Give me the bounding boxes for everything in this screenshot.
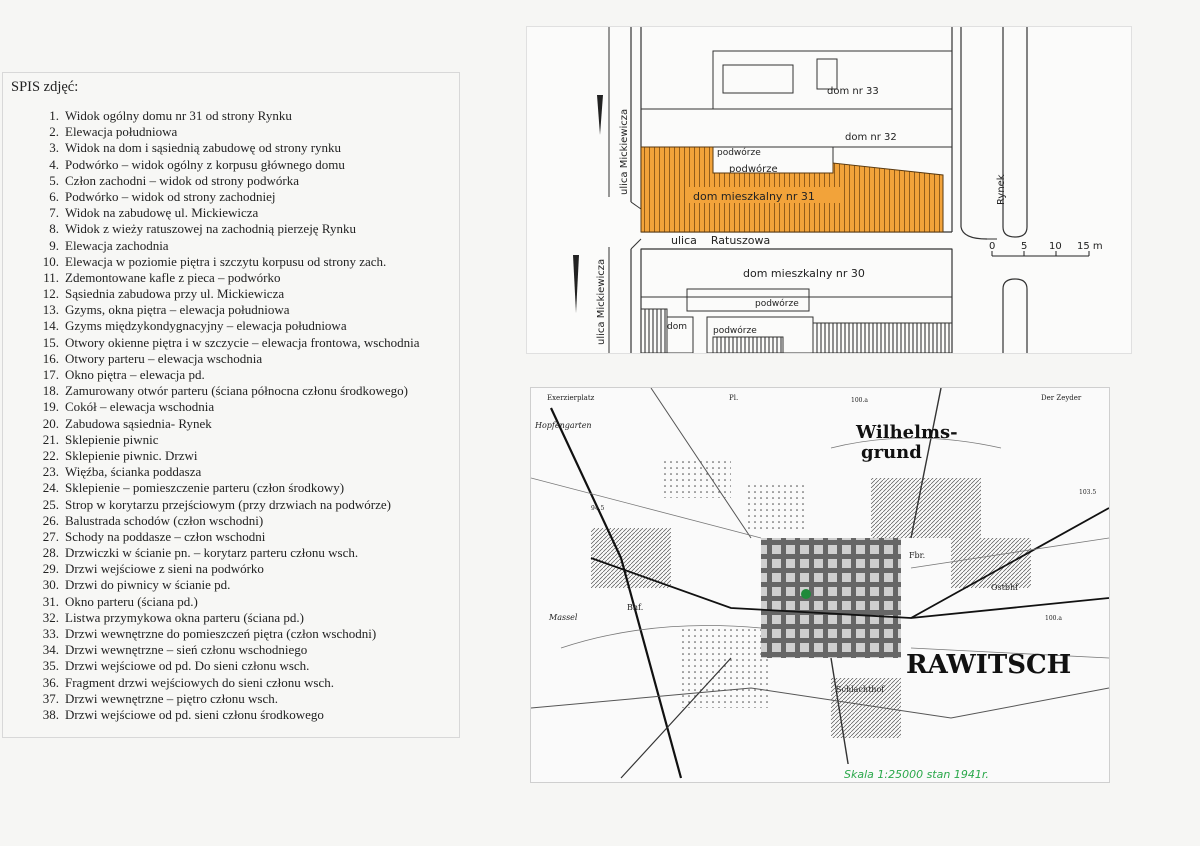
rynek-island [1003,279,1027,353]
photo-list-number: 29. [42,561,59,577]
photo-list-item [17,480,419,496]
photo-list-item [17,140,419,156]
photo-list-text: Schody na poddasze – człon wschodni [65,528,266,544]
topographic-map-drawing [531,388,1109,782]
photo-list-text: Więźba, ścianka poddasza [65,464,202,480]
photo-list-text: Drzwi wejściowe od pd. Do sieni członu wsch. [65,658,310,674]
handwritten-scale-note: Skala 1:25000 stan 1941r. [844,768,989,781]
photo-list-number: 25. [42,496,59,512]
town-center [761,538,901,658]
photo-list-text: Człon zachodni – widok od strony podwórka [65,172,299,188]
label-dom-31: dom mieszkalny nr 31 [693,190,815,203]
photo-list-text: Podwórko – widok od strony zachodniej [65,188,276,204]
photo-list-text: Elewacja w poziomie piętra i szczytu korpusu od strony zach. [65,253,387,269]
photo-list-number: 12. [42,286,59,302]
building-outline [723,65,793,93]
photo-list-item [17,238,419,254]
photo-list-number: 35. [42,658,59,674]
map-label-rawitsch: RAWITSCH [906,650,1072,680]
photo-list-number: 34. [42,642,59,658]
photo-list-item [17,270,419,286]
photo-list-number: 13. [42,302,59,318]
photo-list-item [17,367,419,383]
photo-list-item [17,254,419,270]
photo-list-number: 26. [42,512,59,528]
photo-list-number: 23. [42,464,59,480]
photo-list-number: 21. [42,431,59,447]
label-ulica-ratuszowa: ulica Ratuszowa [671,234,771,247]
map-field [746,483,806,533]
photo-list-number: 6. [49,188,59,204]
photo-list-number: 32. [42,609,59,625]
photo-list-item [17,529,419,545]
label-dom-33: dom nr 33 [827,86,879,97]
photo-list-item [17,594,419,610]
label-podworze: podwórze [729,164,778,175]
label-podworze: podwórze [717,148,761,158]
map-field [591,528,671,588]
photo-list-number: 11. [43,269,59,285]
photo-list-number: 16. [42,350,59,366]
photo-list-number: 3. [49,140,59,156]
photo-list-text: Drzwi wewnętrzne – piętro członu wsch. [65,690,278,706]
photo-list-text: Widok z wieży ratuszowej na zachodnią pierzeję Rynku [65,221,356,237]
photo-list-number: 15. [42,334,59,350]
photo-list-number: 30. [42,577,59,593]
site-plan [526,26,1132,354]
photo-list-text: Balustrada schodów (człon wschodni) [65,512,264,528]
photo-list-number: 4. [49,156,59,172]
photo-list-number: 10. [42,253,59,269]
photo-list-item [17,448,419,464]
label-podworze: podwórze [713,326,757,336]
photo-list-number: 2. [49,124,59,140]
photo-list-text: Sklepienie piwnic [65,431,159,447]
photo-list-item [17,318,419,334]
photo-list-text: Okno piętra – elewacja pd. [65,367,205,382]
photo-list-number: 38. [42,706,59,722]
photo-list-number: 20. [42,415,59,431]
photo-list-item [17,497,419,513]
north-arrow-icon [573,255,579,313]
photo-list-number: 17. [42,367,59,382]
photo-list-item [17,707,419,723]
location-marker [801,589,811,599]
label-dom: dom [667,322,687,332]
photo-list-text: Drzwi wejściowe od pd. sieni członu środkowego [65,706,324,722]
photo-list-text: Zabudowa sąsiednia- Rynek [65,415,212,431]
photo-list-text: Listwa przymykowa okna parteru (ściana pd.) [65,609,304,625]
map-elevation: 100.a [1045,615,1062,622]
hatched-building [713,337,783,353]
map-label-wilhelmsgrund: Wilhelms- [856,422,958,443]
site-plan-drawing [527,27,1131,353]
photo-list-item [17,464,419,480]
photo-list-number: 8. [49,221,59,237]
photo-list-item [17,351,419,367]
scale-label: 0 [989,241,996,252]
photo-list-text: Elewacja południowa [65,124,178,140]
photo-list-item [17,157,419,173]
photo-list-item [17,335,419,351]
photo-list-item [17,561,419,577]
photo-list-text: Podwórko – widok ogólny z korpusu głównego domu [65,156,345,172]
scale-label: 15 m [1077,241,1103,252]
photo-list-number: 1. [49,108,59,123]
map-field [681,628,771,708]
photo-list-number: 22. [42,447,59,463]
north-arrow-icon [597,95,603,135]
photo-list-item [17,416,419,432]
photo-list-text: Widok ogólny domu nr 31 od strony Rynku [65,108,292,123]
photo-list-number: 19. [42,399,59,415]
photo-list-number: 7. [49,205,59,221]
street-edge [631,239,641,249]
photo-list-text: Drzwiczki w ścianie pn. – korytarz parteru członu wsch. [65,545,359,561]
photo-list-item [17,610,419,626]
photo-list-text: Fragment drzwi wejściowych do sieni członu wsch. [65,674,334,690]
photo-list-number: 36. [42,674,59,690]
street-edge [631,202,641,209]
map-elevation: 103.5 [1079,489,1097,496]
photo-list-text: Zdemontowane kafle z pieca – podwórko [65,269,281,285]
photo-list-text: Otwory okienne piętra i w szczycie – elewacja frontowa, wschodnia [65,334,420,350]
photo-list-item [17,205,419,221]
map-label-schlachthof: Schlachthof [836,685,885,694]
street-edge [961,227,987,239]
photo-list-text: Okno parteru (ściana pd.) [65,593,198,609]
photo-list-item [17,173,419,189]
photo-list-text: Otwory parteru – elewacja wschodnia [65,350,263,366]
hatched-building [813,323,952,353]
label-podworze: podwórze [755,299,799,309]
photo-list-item [17,221,419,237]
photo-list-item [17,545,419,561]
photo-list-item [17,432,419,448]
photo-list-text: Drzwi wewnętrzne – sień członu wschodniego [65,642,308,658]
topographic-map [530,387,1110,783]
photo-list-item [17,658,419,674]
photo-list-item [17,577,419,593]
photo-list-number: 37. [42,690,59,706]
photo-list-number: 14. [42,318,59,334]
photo-list-text: Zamurowany otwór parteru (ściana północna członu środkowego) [65,383,408,399]
map-label-pl: Pl. [729,394,739,402]
photo-list-item [17,513,419,529]
photo-list-item [17,691,419,707]
photo-list-number: 33. [42,626,59,641]
hatched-building [641,309,667,353]
photo-list-item [17,124,419,140]
photo-list-text: Sąsiednia zabudowa przy ul. Mickiewicza [65,286,285,302]
photo-list-number: 24. [42,480,59,496]
photo-list-panel [2,72,460,738]
map-label-hopfengarten: Hopfengarten [535,421,592,430]
photo-list-number: 5. [49,172,59,188]
photo-list-item [17,108,419,124]
photo-list-item [17,399,419,415]
map-elevation: 100.a [851,397,868,404]
photo-list-text: Sklepienie piwnic. Drzwi [65,447,198,463]
map-label-ostbhf: Ostbhf [991,583,1019,592]
map-label-wilhelmsgrund: grund [861,442,922,463]
photo-list-text: Sklepienie – pomieszczenie parteru (człon środkowy) [65,480,345,496]
label-dom-30: dom mieszkalny nr 30 [743,267,865,280]
photo-list-text: Elewacja zachodnia [65,237,169,253]
label-dom-32: dom nr 32 [845,132,897,143]
photo-list-text: Gzyms międzykondygnacyjny – elewacja południowa [65,318,347,334]
map-label-massel: Massel [549,613,578,622]
photo-list-text: Drzwi wewnętrzne do pomieszczeń piętra (człon wschodni) [65,626,377,641]
map-label-der-zeyder: Der Zeyder [1041,394,1082,402]
photo-list-item [17,383,419,399]
photo-list-text: Gzyms, okna piętra – elewacja południowa [65,302,290,318]
photo-list-item [17,189,419,205]
map-label-exerzierplatz: Exerzierplatz [547,394,595,402]
label-rynek: Rynek [996,174,1007,205]
photo-list-text: Widok na dom i sąsiednią zabudowę od strony rynku [65,140,342,156]
map-field [951,538,1031,588]
photo-list-text: Drzwi do piwnicy w ścianie pd. [65,577,231,593]
label-ulica-mickiewicza: ulica Mickiewicza [596,258,607,345]
photo-list-number: 18. [42,383,59,399]
photo-list-text: Cokół – elewacja wschodnia [65,399,215,415]
scale-label: 10 [1049,241,1062,252]
building-outline [817,59,837,89]
photo-list-item [17,302,419,318]
photo-list-number: 27. [42,528,59,544]
photo-list-item [17,642,419,658]
label-ulica-mickiewicza: ulica Mickiewicza [619,108,630,195]
photo-list-number: 28. [42,545,59,561]
photo-list-text: Drzwi wejściowe z sieni na podwórko [65,561,264,577]
photo-list-item [17,626,419,642]
photo-list-item [17,286,419,302]
photo-list-item [17,675,419,691]
photo-list-number: 31. [42,593,59,609]
photo-list-number: 9. [49,237,59,253]
map-label-fbr: Fbr. [909,551,926,560]
photo-list-text: Widok na zabudowę ul. Mickiewicza [65,205,259,221]
building-dom-32 [641,109,952,147]
map-field [871,478,981,538]
photo-list-text: Strop w korytarzu przejściowym (przy drzwiach na podwórze) [65,496,391,512]
scale-label: 5 [1021,241,1028,252]
building-dom-33 [713,51,952,109]
map-label-bhf: Bhf. [627,603,644,612]
photo-list-title: SPIS zdjęć: [11,79,79,95]
photo-list [17,108,419,723]
map-elevation: 94.5 [591,505,605,512]
